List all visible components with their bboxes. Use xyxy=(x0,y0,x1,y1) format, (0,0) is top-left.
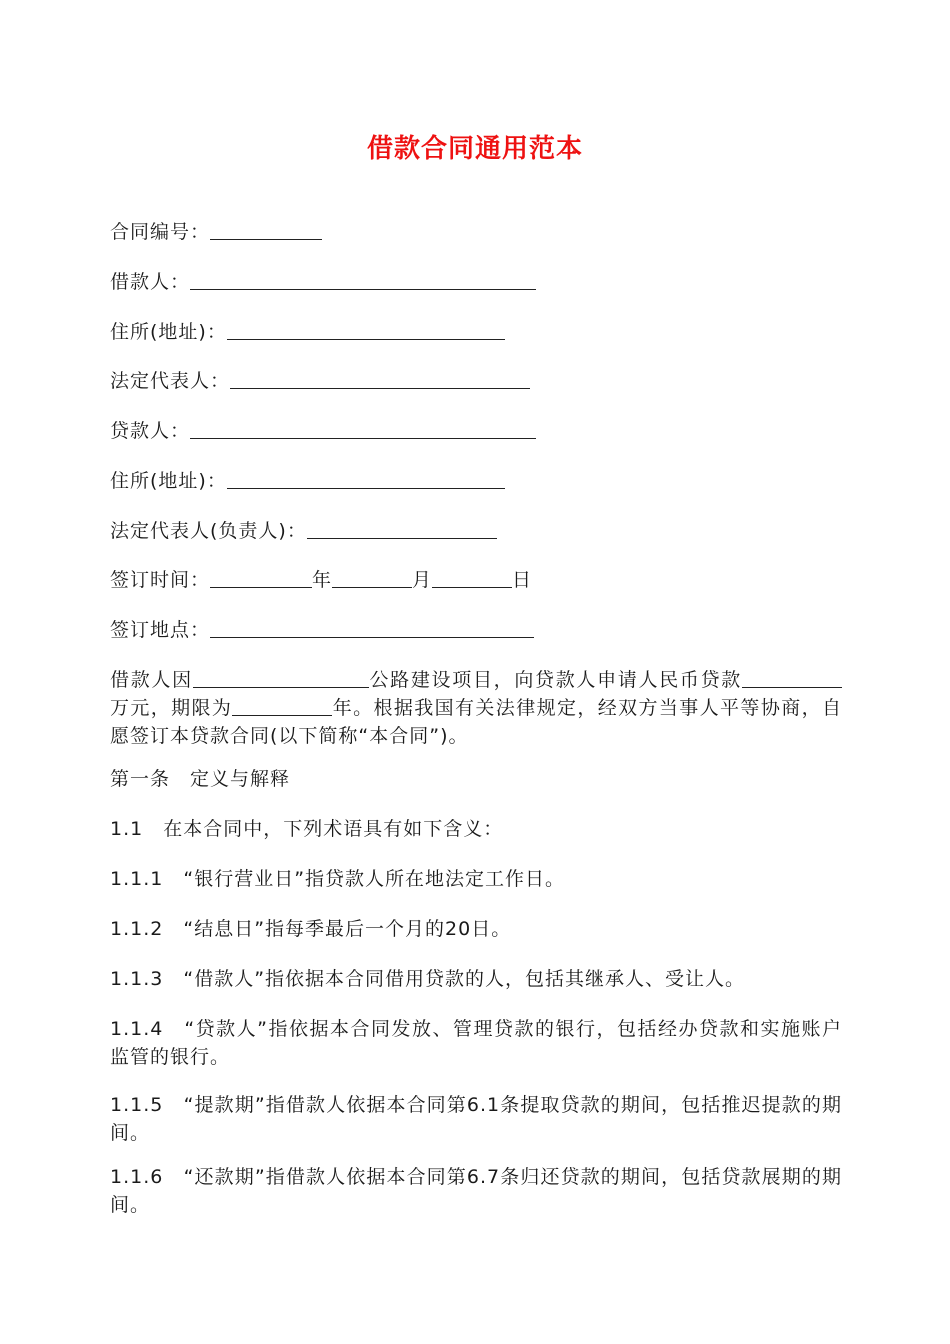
sign-place-blank xyxy=(210,617,534,638)
sign-month-blank xyxy=(332,567,412,588)
borrower-rep-blank xyxy=(230,368,530,389)
definition-item: 1.1.5 “提款期”指借款人依据本合同第6.1条提取贷款的期间，包括推迟提款的期间。 xyxy=(110,1094,842,1144)
definition-item: 1.1.3 “借款人”指依据本合同借用贷款的人，包括其继承人、受让人。 xyxy=(110,968,746,990)
borrower-address-line xyxy=(110,318,842,346)
sign-time-line xyxy=(110,566,842,594)
sign-time-label: 签订时间： xyxy=(110,569,211,591)
sign-day-label: 日 xyxy=(512,569,533,591)
sign-day-blank xyxy=(432,567,512,588)
borrower-label: 借款人： xyxy=(110,271,191,293)
definition-item: 1.1.6 “还款期”指借款人依据本合同第6.7条归还贷款的期间，包括贷款展期的期间。 xyxy=(110,1166,842,1216)
definition-item: 1.1.2 “结息日”指每季最后一个月的20日。 xyxy=(110,918,512,940)
intro-part2: 公路建设项目，向贷款人申请人民币贷款 xyxy=(368,669,742,691)
lender-address-label: 住所(地址)： xyxy=(110,470,227,492)
lender-rep-label: 法定代表人(负责人)： xyxy=(110,520,307,542)
term-blank xyxy=(232,695,332,716)
borrower-address-label: 住所(地址)： xyxy=(110,321,227,343)
contract-no-label: 合同编号： xyxy=(110,221,211,243)
lender-label: 贷款人： xyxy=(110,420,191,442)
definition-item: 1.1.4 “贷款人”指依据本合同发放、管理贷款的银行，包括经办贷款和实施账户监管的银行。 xyxy=(110,1018,842,1068)
lender-address-blank xyxy=(227,468,505,489)
borrower-line xyxy=(110,268,842,296)
borrower-rep-line xyxy=(110,367,842,395)
contract-no-blank xyxy=(210,219,322,240)
borrower-rep-label: 法定代表人： xyxy=(110,370,231,392)
sign-year-label: 年 xyxy=(312,569,333,591)
document-title: 借款合同通用范本 xyxy=(366,134,583,164)
intro-part4: 年。根据我国有关法律规定，经双方当事人平等协商，自愿签订本贷款合同(以下简称“本合同”)。 xyxy=(110,697,842,747)
sign-place-line xyxy=(110,616,842,644)
intro-part3: 万元，期限为 xyxy=(110,697,233,719)
intro-part1: 借款人因 xyxy=(110,669,193,691)
lender-rep-line xyxy=(110,517,842,545)
lender-blank xyxy=(190,418,536,439)
lender-line xyxy=(110,417,842,445)
project-blank xyxy=(193,667,369,688)
sign-place-label: 签订地点： xyxy=(110,619,211,641)
intro-paragraph xyxy=(110,666,842,750)
lender-address-line xyxy=(110,467,842,495)
borrower-blank xyxy=(190,269,536,290)
contract-no-line xyxy=(110,218,842,246)
definition-item: 1.1.1 “银行营业日”指贷款人所在地法定工作日。 xyxy=(110,868,566,890)
borrower-address-blank xyxy=(227,319,505,340)
definition-item: 1.1 在本合同中，下列术语具有如下含义： xyxy=(110,818,504,840)
sign-year-blank xyxy=(210,567,312,588)
lender-rep-blank xyxy=(307,518,497,539)
sign-month-label: 月 xyxy=(412,569,433,591)
amount-blank xyxy=(742,667,842,688)
article1-heading: 第一条 定义与解释 xyxy=(110,768,291,790)
